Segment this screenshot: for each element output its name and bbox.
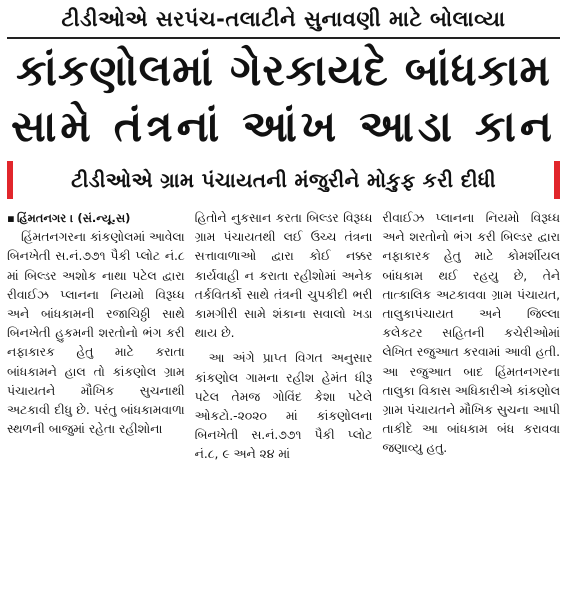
dateline <box>7 209 185 228</box>
dateline-place: હિંમતનગર <box>16 211 67 225</box>
dateline-dash: ▪ <box>7 211 17 225</box>
subheadline-text: ટીડીઓએ ગ્રામ પંચાયતની મંજુરીને મોકુફ કરી દીધી <box>71 168 496 192</box>
article-column-2 <box>195 209 373 554</box>
article-column-1 <box>7 209 185 554</box>
dateline-separator: । <box>66 211 78 225</box>
subheadline-right-bar <box>554 161 560 199</box>
article-paragraph: હિતોને નુકસાન કરતા બિલ્ડર વિરૂધ્ધ ગ્રામ પંચાયતથી લઈ ઉચ્ચ તંત્રના સત્તાવાળાઓ દ્વારા કોઈ નક્કર કાર્યવાહી ન કરાતા રહીશોમાં અનેક તર્કવિતર્કો સાથે તંત્રની ચુપકીદી ભરી કામગીરી સામે શંકાના સવાલો ખડા થાય છે. <box>194 211 373 341</box>
article-paragraph: હિંમતનગરના કાંકણોલમાં આવેલા બિનખેતી સ.નં.૭૭૧ પૈકી પ્લોટ નં.૮ માં બિલ્ડર અશોક નાથા પટેલ દ્વારા રીવાઈઝ પ્લાનના નિયમો વિરૂધ્ધ અને બાંધકામની રજાચિઠ્ઠી સાથે બિનખેતી હુકમની શરતોનો ભંગ કરી નફાકારક હેતુ માટે કરાતા બાંધકામને હાલ તો કાંકણોલ ગ્રામ પંચાયતને મૌખિક સુચનાથી અટકાવી દીધુ છે. પરંતુ બાંધકામવાળા સ્થળની બાજુમાં રહેતા રહીશોના <box>7 230 185 437</box>
article-column-3 <box>382 209 560 554</box>
main-headline-line1: કાંકણોલમાં ગેરકાયદે બાંધકામ <box>16 46 551 96</box>
article-paragraph: રીવાઈઝ પ્લાનના નિયમો વિરૂધ્ધ અને શરતોનો ભંગ કરી બિલ્ડર દ્વારા નફાકારક હેતુ માટે કોમર્શીયલ બાંધકામ થઈ રહયુ છે, તેને તાત્કાલિક અટકાવવા ગ્રામ પંચાયત, તાલુકાપંચાયત અને જિલ્લા કલેકટર સહિતની કચેરીઓમાં લેખિત રજુઆત કરવામાં આવી હતી. આ રજુઆત બાદ હિંમતનગરના તાલુકા વિકાસ અધિકારીએ કાંકણોલ ગ્રામ પંચાયતને મૌખિક સુચના આપી તાકીદે આ બાંધકામ બંધ કરાવવા જણાવ્યુ હતુ. <box>382 211 561 456</box>
subheadline <box>7 161 560 199</box>
article-paragraph: આ અંગે પ્રાપ્ત વિગત અનુસાર કાંકણોલ ગામના રહીશ હેમંત ધીરૂ પટેલ તેમજ ગોવિંદ કેશા પટેલે ઓકટો.-૨૦૨૦ માં કાંકણોલના બિનખેતી સ.નં.૭૭૧ પૈકી પ્લોટ નં.૮, ૯ અને ૨૪ માં <box>194 351 373 462</box>
kicker-headline: ટીડીઓએ સરપંચ-તલાટીને સુનાવણી માટે બોલાવ્યા <box>61 7 506 31</box>
main-headline-line2: સામે તંત્રનાં આંખ આડા કાન <box>11 102 556 152</box>
dateline-agency: (સં.ન્યૂ.સ) <box>77 211 131 225</box>
article-body <box>7 209 560 554</box>
kicker-divider <box>7 37 560 39</box>
